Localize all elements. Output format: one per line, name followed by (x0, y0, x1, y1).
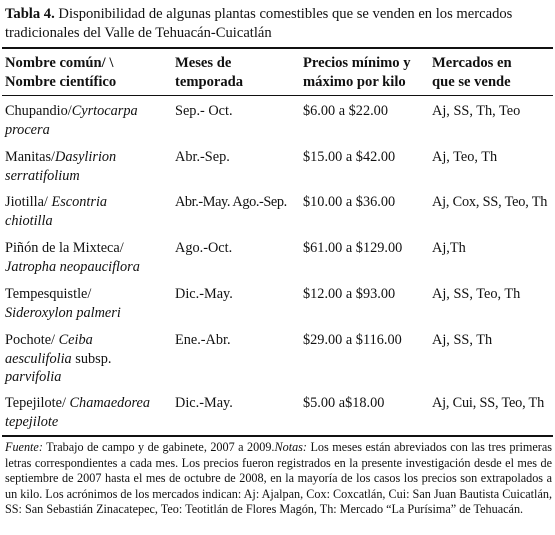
header-season-line2: temporada (175, 73, 244, 90)
header-markets-line2: que se vende (432, 73, 511, 90)
table-row-4-name: Piñón de la Mixteca/ Jatropha neopauciflora (5, 240, 140, 275)
source-text: Trabajo de campo y de gabinete, 2007 a 2009. (46, 440, 275, 454)
table-footnote (5, 440, 552, 518)
table-row-2-markets: Aj, Teo, Th (432, 149, 498, 165)
table-row-3-price: $10.00 a $36.00 (303, 194, 396, 210)
header-name-line2: Nombre científico (5, 73, 117, 90)
notes-text: Los meses están abreviados con las tres primeras letras correspondientes a cada mes. Los precios fueron registrados en la presente investigación desde el mes de septiembre de 2007 hasta el mes de octubre de 2008, en la mayoría de los casos los precios son extrapolados a un kilo. Los acrónimos de los mercados indican: Aj: Ajalpan, Cox: Coxcatlán, Cui: San Juan Bautista Cuicatlán, SS: San Sebastián Zinacatepec, Teo: Teotitlán de Flores Magón, Th: Mercado “La Purísima” de Tehuacán. (5, 440, 552, 517)
table-label: Tabla 4. (5, 6, 55, 22)
source-label: Fuente: (5, 440, 43, 454)
bottom-rule (2, 435, 553, 437)
table-row-3-markets: Aj, Cox, SS, Teo, Th (432, 194, 548, 210)
table-row-7-price: $5.00 a$18.00 (303, 395, 385, 411)
table-row-6-price: $29.00 a $116.00 (303, 332, 402, 348)
notes-label: Notas: (274, 440, 307, 454)
table-row-1-price: $6.00 a $22.00 (303, 103, 388, 119)
table-row-3-name: Jiotilla/ Escontria chiotilla (5, 194, 108, 229)
table-row-6-markets: Aj, SS, Th (432, 332, 493, 348)
header-price-line1: Precios mínimo y (303, 55, 411, 71)
table-row-5-season: Dic.-May. (175, 286, 233, 302)
table-row-6-name: Pochote/ Ceiba aesculifolia subsp. parvifolia (5, 332, 112, 385)
table-row-3-season: Abr.-May. Ago.-Sep. (175, 194, 287, 210)
header-markets (432, 54, 512, 91)
table-row-2-name: Manitas/Dasylirion serratifolium (5, 149, 117, 184)
header-name-line1: Nombre común/ \ (5, 55, 114, 71)
table-row-6-season: Ene.-Abr. (175, 332, 231, 348)
table-row-4-season: Ago.-Oct. (175, 240, 233, 256)
header-price-line2: máximo por kilo (303, 73, 406, 90)
header-season (175, 54, 243, 91)
table-row-1-markets: Aj, SS, Th, Teo (432, 103, 521, 119)
table-row-5-name: Tempesquistle/ Sideroxylon palmeri (5, 286, 121, 321)
top-rule (2, 47, 553, 49)
header-season-line1: Meses de (175, 55, 232, 71)
table-row-4-price: $61.00 a $129.00 (303, 240, 403, 256)
table-row-2-price: $15.00 a $42.00 (303, 149, 396, 165)
header-name (5, 54, 116, 91)
table-row-1-season: Sep.- Oct. (175, 103, 233, 119)
table-row-2-season: Abr.-Sep. (175, 149, 230, 165)
table-row-5-markets: Aj, SS, Teo, Th (432, 286, 521, 302)
table-row-7-name: Tepejilote/ Chamaedorea tepejilote (5, 395, 150, 430)
header-markets-line1: Mercados en (432, 55, 512, 71)
table-row-7-season: Dic.-May. (175, 395, 233, 411)
table-caption (5, 5, 550, 43)
header-rule (2, 95, 553, 96)
table-row-5-price: $12.00 a $93.00 (303, 286, 396, 302)
header-price (303, 54, 411, 91)
table-title: Disponibilidad de algunas plantas comestibles que se venden en los mercados tradicionales del Valle de Tehuacán-Cuicatlán (5, 6, 513, 41)
table-row-4-markets: Aj,Th (432, 240, 466, 256)
table-row-1-name: Chupandio/Cyrtocarpa procera (5, 103, 138, 138)
table-row-7-markets: Aj, Cui, SS, Teo, Th (432, 395, 545, 411)
